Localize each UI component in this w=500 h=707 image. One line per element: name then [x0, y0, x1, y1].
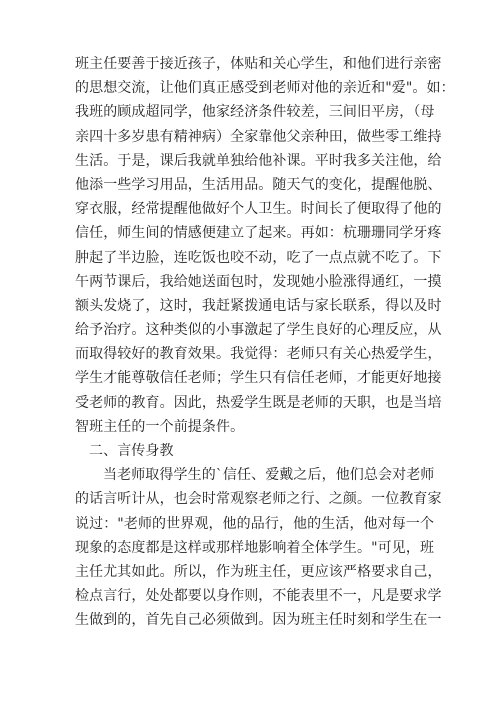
- paragraph-caring: [75, 52, 455, 439]
- document-page: [75, 52, 455, 633]
- text-line: 学生才能尊敬信任老师；学生只有信任老师，才能更好地接: [75, 370, 442, 387]
- text-line: 而取得较好的教育效果。我觉得：老师只有关心热爱学生，: [75, 346, 442, 363]
- text-line: 智班主任的一个前提条件。: [75, 418, 245, 435]
- text-line: 肿起了半边脸，连吃饭也咬不动，吃了一点点就不吃了。下: [75, 249, 442, 266]
- text-line: 主任尤其如此。所以，作为班主任，更应该严格要求自己，: [75, 563, 442, 580]
- text-line: 亲四十多岁患有精神病）全家靠他父亲种田，做些零工维持: [75, 128, 442, 145]
- text-line: 午两节课后，我给她送面包时，发现她小脸涨得通红，一摸: [75, 273, 442, 290]
- text-line: 受老师的教育。因此，热爱学生既是老师的天职，也是当培: [75, 394, 442, 411]
- text-line: 穿衣服，经常提醒他做好个人卫生。时间长了便取得了他的: [75, 201, 442, 218]
- text-line: 我班的顾成超同学，他家经济条件较差，三间旧平房，（母: [75, 104, 435, 121]
- text-line: 额头发烧了，这时，我赶紧拨通电话与家长联系，得以及时: [75, 297, 442, 314]
- text-line: 说过："老师的世界观，他的品行，他的生活，他对每一个: [75, 515, 435, 532]
- text-line: 当老师取得学生的`信任、爱戴之后，他们总会对老师: [103, 467, 435, 484]
- text-line: 现象的态度都是这样或那样地影响着全体学生。"可见，班: [75, 539, 435, 556]
- section-heading: 二、言传身教: [89, 443, 174, 459]
- text-line: 检点言行，处处都要以身作则，不能表里不一，凡是要求学: [75, 588, 442, 605]
- text-line: 他添一些学习用品，生活用品。随天气的变化，提醒他脱、: [75, 176, 442, 193]
- text-line: 生活。于是，课后我就单独给他补课。平时我多关注他，给: [75, 152, 442, 169]
- text-line: 班主任要善于接近孩子，体贴和关心学生，和他们进行亲密: [75, 56, 442, 72]
- text-line: 生做到的，首先自己必须做到。因为班主任时刻和学生在一: [75, 612, 442, 629]
- paragraph-lead-by-example: [75, 463, 442, 632]
- text-line: 给予治疗。这种类似的小事激起了学生良好的心理反应，从: [75, 322, 442, 339]
- text-line: 信任，师生间的情感便建立了起来。再如：杭珊珊同学牙疼: [75, 225, 442, 242]
- text-line: 的思想交流，让他们真正感受到老师对他的亲近和"爱"。如：: [75, 80, 455, 97]
- text-line: 的话言听计从，也会时常观察老师之行、之颜。一位教育家: [75, 491, 442, 508]
